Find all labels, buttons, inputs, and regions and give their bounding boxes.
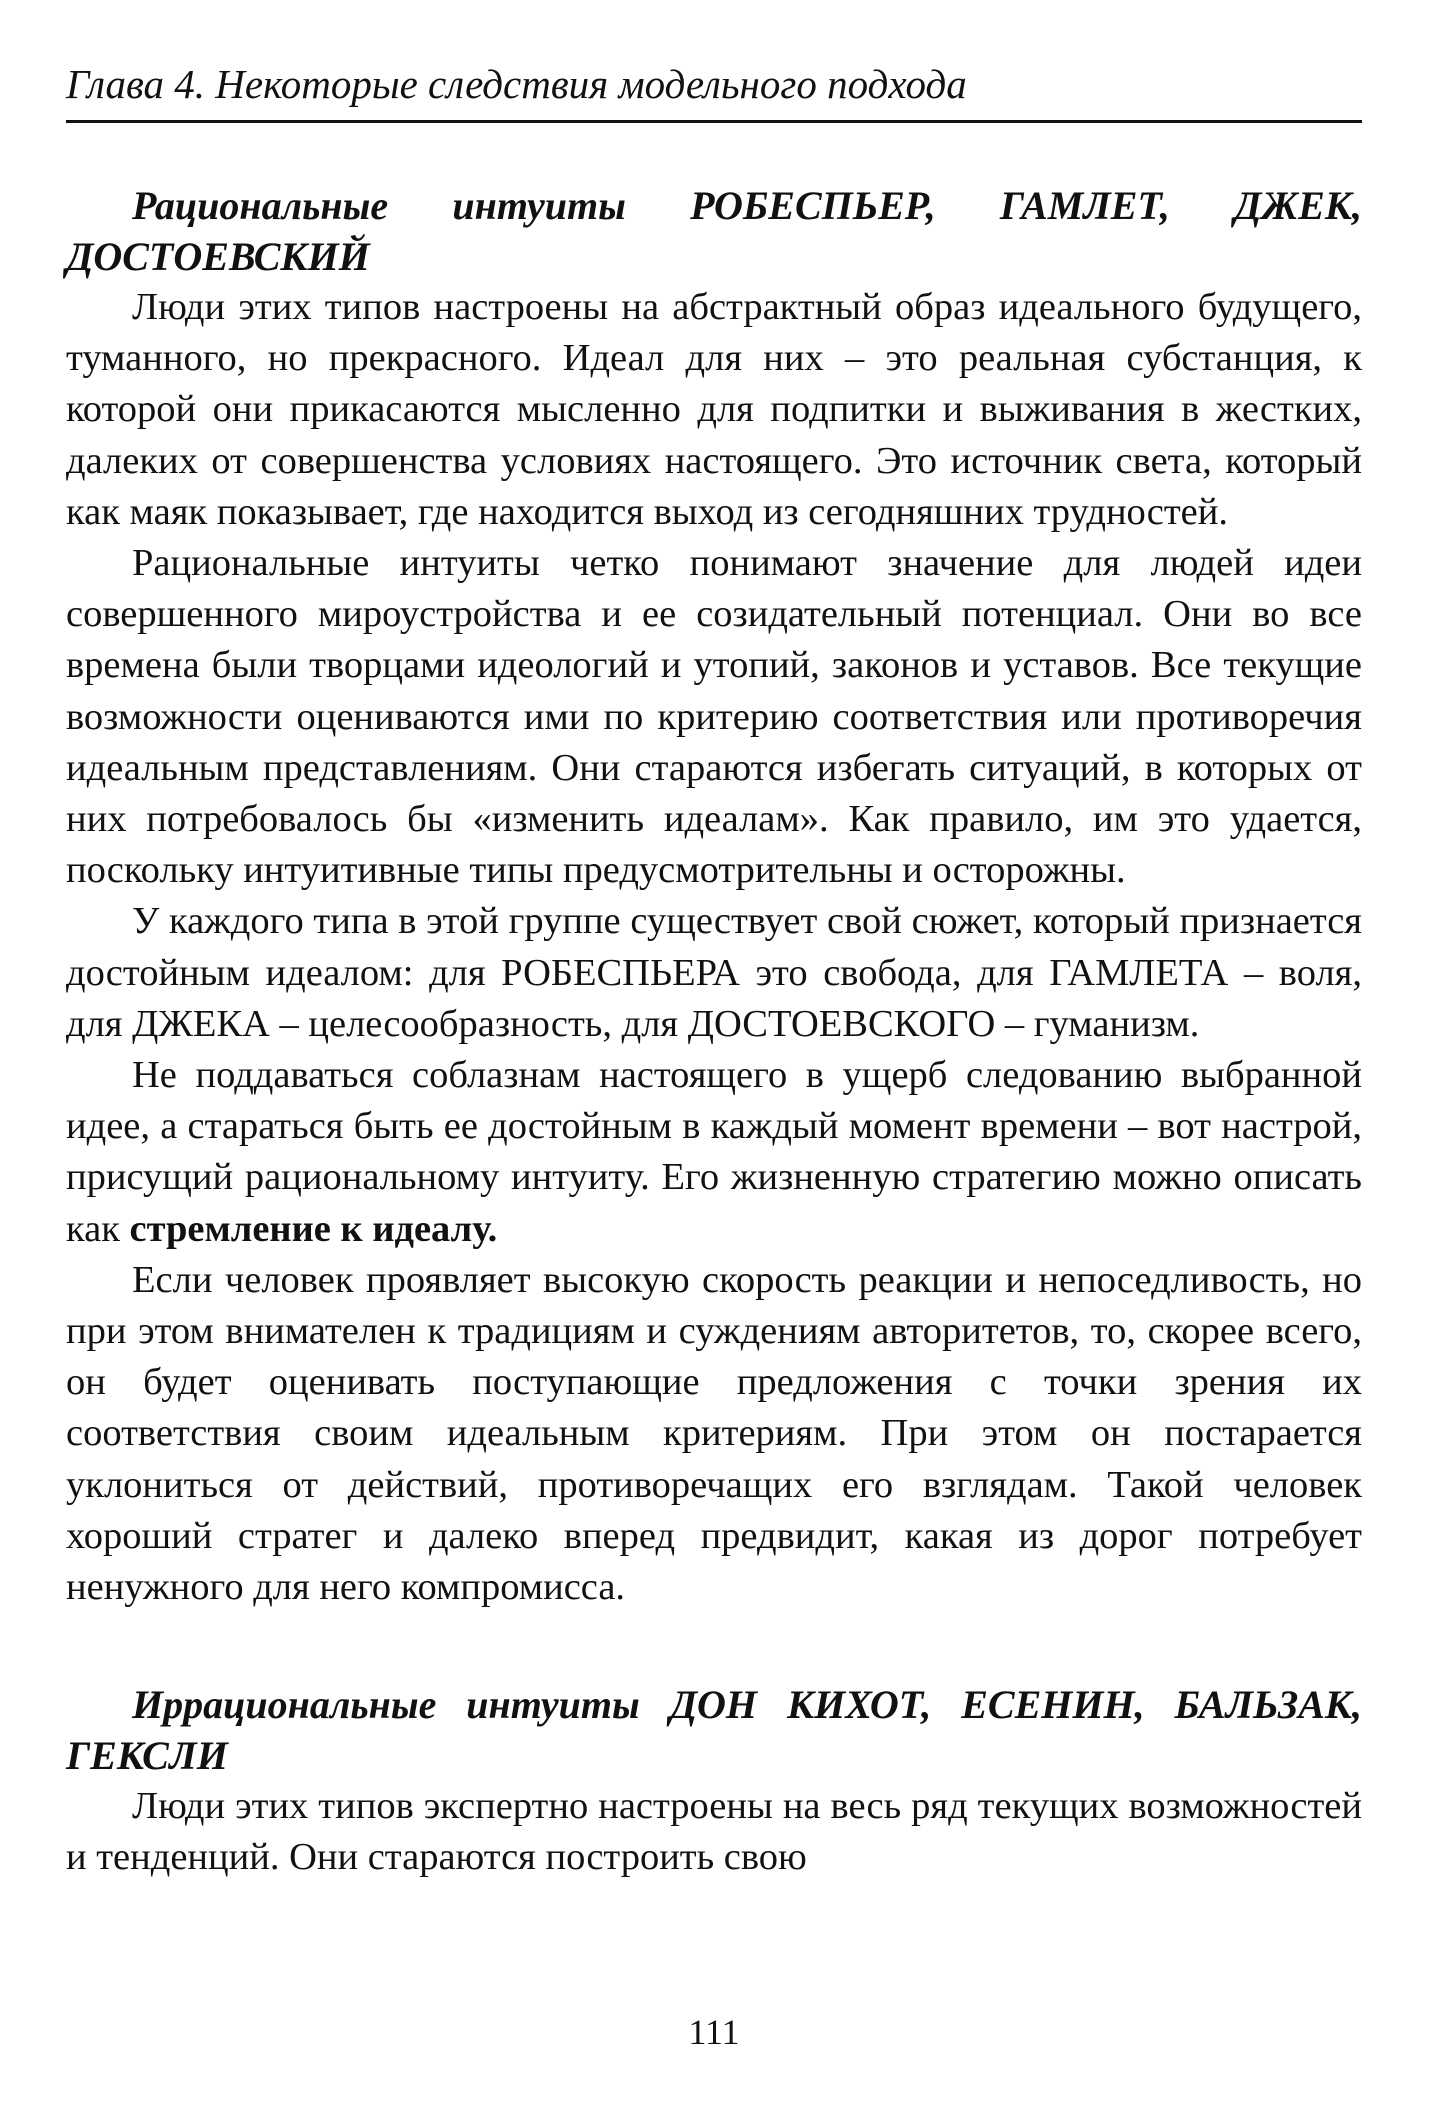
paragraph: Рациональные интуиты четко понимают значение для людей идеи совершенного мироустройства и ее созидательный потенциал. Они во все времена были творцами идеологий и утопий, законов и уставов. Все текущие возможности оцениваются ими по критерию соответствия или противоречия идеальным представлениям. Они стараются избегать ситуаций, в которых от них потребовалось бы «изменить идеалам». Как правило, им это удается, поскольку интуитивные типы предусмотрительны и осторожны.: [66, 542, 1362, 892]
page-number: 111: [688, 2012, 740, 2052]
emphasized-phrase: стремление к идеалу.: [129, 1207, 498, 1250]
paragraph: Люди этих типов экспертно настроены на весь ряд текущих возможностей и тенденций. Они стараются построить свою: [66, 1785, 1362, 1879]
paragraph: У каждого типа в этой группе существует свой сюжет, который признается достойным идеалом: для РОБЕСПЬЕРА это свобода, для ГАМЛЕТА – воля, для ДЖЕКА – целесообразность, для ДОСТОЕВСКОГО – гуманизм.: [66, 900, 1362, 1045]
paragraph: Люди этих типов настроены на абстрактный образ идеального будущего, туманного, но прекрасного. Идеал для них – это реальная субстанция, к которой они прикасаются мысленно для подпитки и выживания в жестких, далеких от совершенства условиях настоящего. Это источник света, который как маяк показывает, где находится выход из сегодняшних трудностей.: [66, 286, 1362, 533]
book-page: [66, 0, 1362, 2111]
paragraph: Если человек проявляет высокую скорость реакции и непоседливость, но при этом внимателен к традициям и суждениям авторитетов, то, скорее всего, он будет оценивать поступающие предложения с точки зрения их соответствия своим идеальным критериям. При этом он постарается уклониться от действий, противоречащих его взглядам. Такой человек хороший стратег и далеко вперед предвидит, какая из дорог потребует ненужного для него компромисса.: [66, 1258, 1362, 1609]
paragraph-text: Не поддаваться соблазнам настоящего в ущерб следованию выбранной идее, а стараться быть ее достойным в каждый момент времени – вот настрой, присущий рациональному интуиту. Его жизненную стратегию можно описать как: [66, 1054, 1362, 1250]
running-head: Глава 4. Некоторые следствия модельного подхода: [66, 61, 967, 107]
section-spacer: [66, 1613, 1362, 1679]
page-body: [66, 180, 1362, 1884]
section-heading-irrational-intuits: Иррациональные интуиты ДОН КИХОТ, ЕСЕНИН, БАЛЬЗАК, ГЕКСЛИ: [66, 1682, 1362, 1779]
paragraph-with-emphasis: [66, 1050, 1362, 1255]
header-rule: [66, 120, 1362, 123]
section-heading-rational-intuits: Рациональные интуиты РОБЕСПЬЕР, ГАМЛЕТ, ДЖЕК, ДОСТОЕВСКИЙ: [66, 183, 1362, 279]
